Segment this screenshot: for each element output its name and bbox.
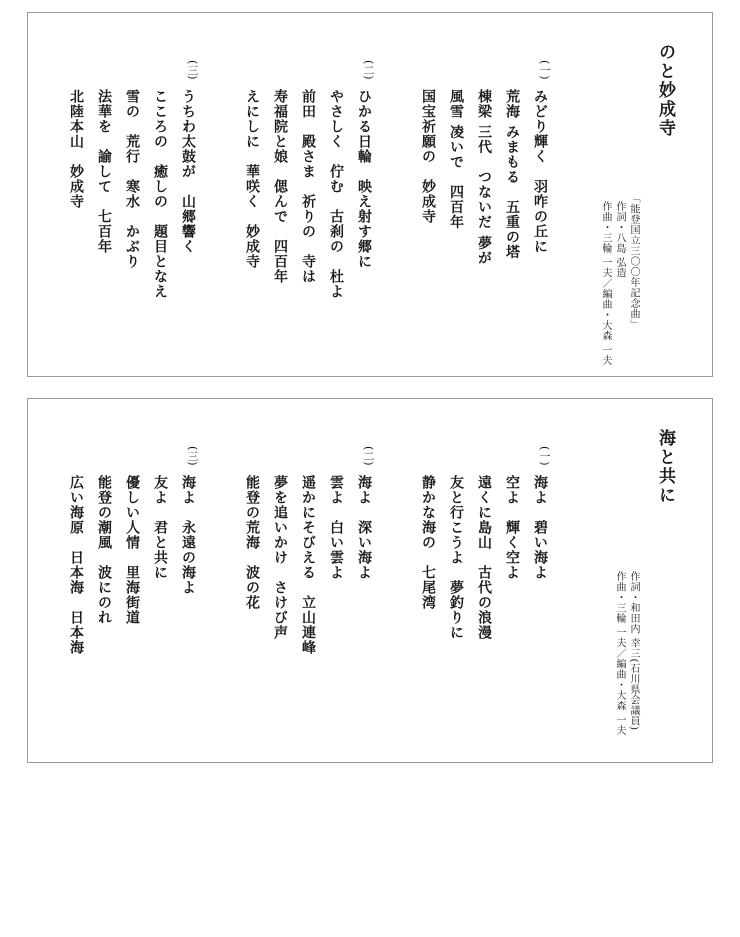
verse-number: (一): [538, 60, 551, 80]
lyric-line: 能登の荒海 波の花: [244, 475, 260, 610]
lyric-line: ひかる日輪 映え射す郷に: [356, 89, 372, 269]
lyric-line: 静かな海の 七尾湾: [420, 475, 436, 610]
verse-number: (三): [186, 446, 199, 466]
lyric-line: 友よ 君と共に: [152, 475, 168, 580]
lyric-line: 北陸本山 妙成寺: [68, 89, 84, 209]
lyric-line: 海よ 永遠の海よ: [180, 475, 196, 595]
lyric-line: こころの 癒しの 題目となえ: [152, 89, 168, 299]
verse-number: (一): [538, 446, 551, 466]
lyric-line: 寿福院と娘 偲んで 四百年: [272, 89, 288, 284]
credit-line: 作曲・三輪 一夫／編曲・大森 一夫: [600, 201, 611, 366]
lyric-line: 優しい人情 里海街道: [124, 475, 140, 625]
lyric-line: 荒海 みまもる 五重の塔: [504, 89, 520, 260]
song-sheet-1: [27, 12, 713, 377]
verse-number: (二): [362, 446, 375, 466]
lyric-line: やさしく 佇む 古刹の 杜よ: [328, 89, 344, 299]
lyric-line: 雪の 荒行 寒水 かぶり: [124, 89, 140, 269]
lyric-line: 空よ 輝く空よ: [504, 475, 520, 580]
lyric-line: 雲よ 白い雲よ: [328, 475, 344, 580]
lyric-line: 前田 殿さま 祈りの 寺は: [300, 89, 316, 284]
lyric-line: 海よ 深い海よ: [356, 475, 372, 580]
lyric-line: 海よ 碧い海よ: [532, 475, 548, 580]
song-title: のと妙成寺: [655, 43, 675, 138]
credit-line: 作曲・三輪 一夫／編曲・大森 一夫: [614, 571, 625, 736]
lyric-line: うちわ太鼓が 山郷響く: [180, 89, 196, 254]
credit-line: 作詞・八島 弘造: [614, 201, 625, 279]
lyric-line: 遠くに島山 古代の浪漫: [476, 475, 492, 640]
lyric-line: 棟梁 三代 つないだ 夢が: [476, 89, 492, 266]
lyric-line: 国宝祈願の 妙成寺: [420, 89, 436, 224]
lyric-line: 広い海原 日本海 日本海: [68, 475, 84, 655]
credit-line: 「能登国立三〇〇年記念曲」: [628, 193, 639, 330]
verse-number: (三): [186, 60, 199, 80]
lyric-line: 友と行こうよ 夢釣りに: [448, 475, 464, 640]
lyric-line: えにしに 華咲く 妙成寺: [244, 89, 260, 269]
lyric-line: 法華を 諭して 七百年: [96, 89, 112, 254]
lyric-line: 夢を追いかけ さけび声: [272, 475, 288, 640]
lyric-line: 風雪 凌いで 四百年: [448, 89, 464, 230]
song-title: 海と共に: [655, 429, 675, 505]
verse-number: (二): [362, 60, 375, 80]
lyric-line: みどり輝く 羽咋の丘に: [532, 89, 548, 254]
lyric-line: 能登の潮風 波にのれ: [96, 475, 112, 625]
song-sheet-2: [27, 398, 713, 763]
lyric-line: 遥かにそびえる 立山連峰: [300, 475, 316, 655]
credit-line: 作詞・和田内 幸三(石川県会議員): [628, 571, 639, 731]
